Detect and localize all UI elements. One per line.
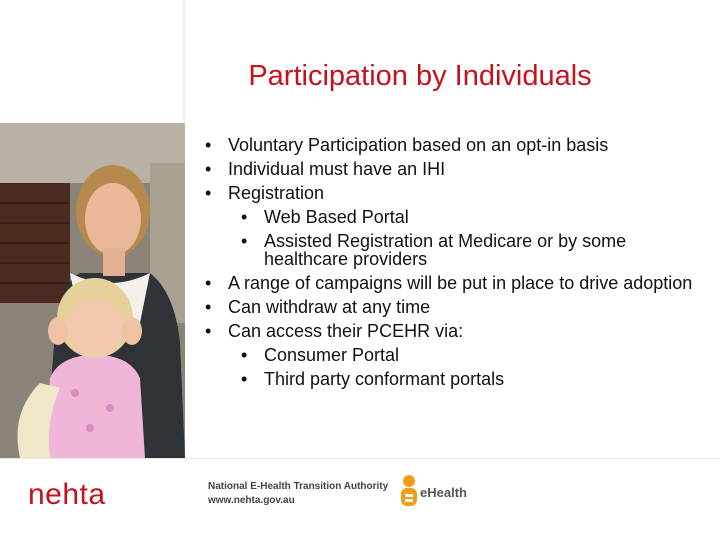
org-name: National E-Health Transition Authority <box>208 481 389 492</box>
bullet-item: • Registration <box>200 181 700 205</box>
org-info <box>208 480 388 508</box>
org-url[interactable]: www.nehta.gov.au <box>208 495 295 506</box>
sub-bullet-item: • Third party conformant portals <box>236 367 700 391</box>
sub-bullet-item: • Consumer Portal <box>236 343 700 367</box>
footer-divider <box>0 458 720 459</box>
slide-title: Participation by Individuals <box>248 60 592 92</box>
sub-bullet-item: • Assisted Registration at Medicare or by some healthcare providers <box>236 229 700 271</box>
bullet-item: • Individual must have an IHI <box>200 157 700 181</box>
bullet-list <box>200 133 700 391</box>
bullet-item: • Can withdraw at any time <box>200 295 700 319</box>
bullet-item: • Voluntary Participation based on an opt-in basis <box>200 133 700 157</box>
ehealth-label: eHealth <box>420 484 467 500</box>
bullet-item: • Can access their PCEHR via: <box>200 319 700 343</box>
mother-child-photo <box>0 123 185 458</box>
ehealth-logo <box>399 474 467 510</box>
sub-bullet-item: • Web Based Portal <box>236 205 700 229</box>
bullet-item: • A range of campaigns will be put in place to drive adoption <box>200 271 700 295</box>
ehealth-person-icon <box>399 474 419 511</box>
nehta-logo: nehta <box>28 478 106 511</box>
